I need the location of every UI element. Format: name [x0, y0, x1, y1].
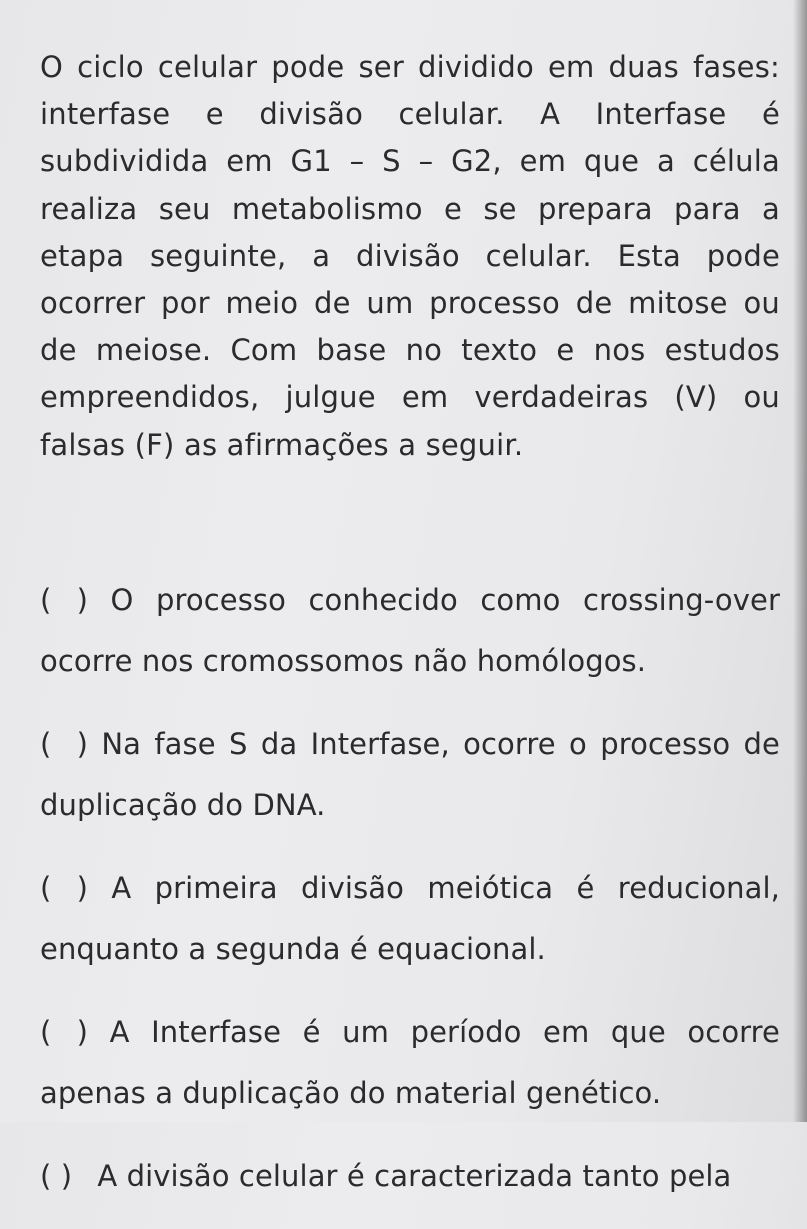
intro-line: falsas (F) as afirmações a seguir. [40, 427, 524, 462]
statement-text: Na fase S da Interfase, ocorre o processo de [101, 726, 780, 761]
statement-item [40, 714, 780, 836]
intro-line: interfase e divisão celular. A Interfase é [40, 97, 780, 132]
answer-blank[interactable]: ( ) [40, 1014, 88, 1049]
statement-first-line [40, 858, 780, 919]
intro-line: de meiose. Com base no texto e nos estudos [40, 333, 780, 368]
statement-item [40, 1146, 780, 1207]
statement-text: A primeira divisão meiótica é reducional, [111, 870, 780, 905]
statement-item [40, 858, 780, 980]
intro-line: subdividida em G1 – S – G2, em que a célula [40, 144, 780, 179]
answer-blank[interactable]: ( ) [40, 726, 88, 761]
statement-list [40, 570, 780, 1207]
statement-first-line [40, 1002, 780, 1063]
statement-text: A divisão celular é caracterizada tanto pela [97, 1158, 732, 1193]
intro-line: O ciclo celular pode ser dividido em duas fases: [40, 50, 780, 84]
intro-paragraph [40, 44, 780, 469]
statement-item [40, 570, 780, 692]
page-edge-shadow [793, 0, 807, 1122]
statement-continuation: ocorre nos cromossomos não homólogos. [40, 643, 647, 678]
statement-text: O processo conhecido como crossing-over [110, 582, 780, 617]
intro-line: realiza seu metabolismo e se prepara para a [40, 191, 780, 226]
statement-first-line [40, 1146, 780, 1207]
statement-text: A Interfase é um período em que ocorre [109, 1014, 781, 1049]
statement-first-line [40, 714, 780, 775]
answer-blank[interactable]: ( ) [40, 1158, 73, 1193]
intro-line: etapa seguinte, a divisão celular. Esta pode [40, 238, 780, 273]
statement-item [40, 1002, 780, 1124]
intro-line: empreendidos, julgue em verdadeiras (V) ou [40, 380, 780, 415]
statement-continuation: enquanto a segunda é equacional. [40, 931, 546, 966]
intro-line: ocorrer por meio de um processo de mitose ou [40, 286, 780, 321]
statement-continuation: duplicação do DNA. [40, 787, 326, 822]
worksheet-page [40, 44, 780, 1229]
answer-blank[interactable]: ( ) [40, 870, 88, 905]
answer-blank[interactable]: ( ) [40, 582, 88, 617]
statement-first-line [40, 570, 780, 631]
statement-continuation: apenas a duplicação do material genético. [40, 1075, 662, 1110]
